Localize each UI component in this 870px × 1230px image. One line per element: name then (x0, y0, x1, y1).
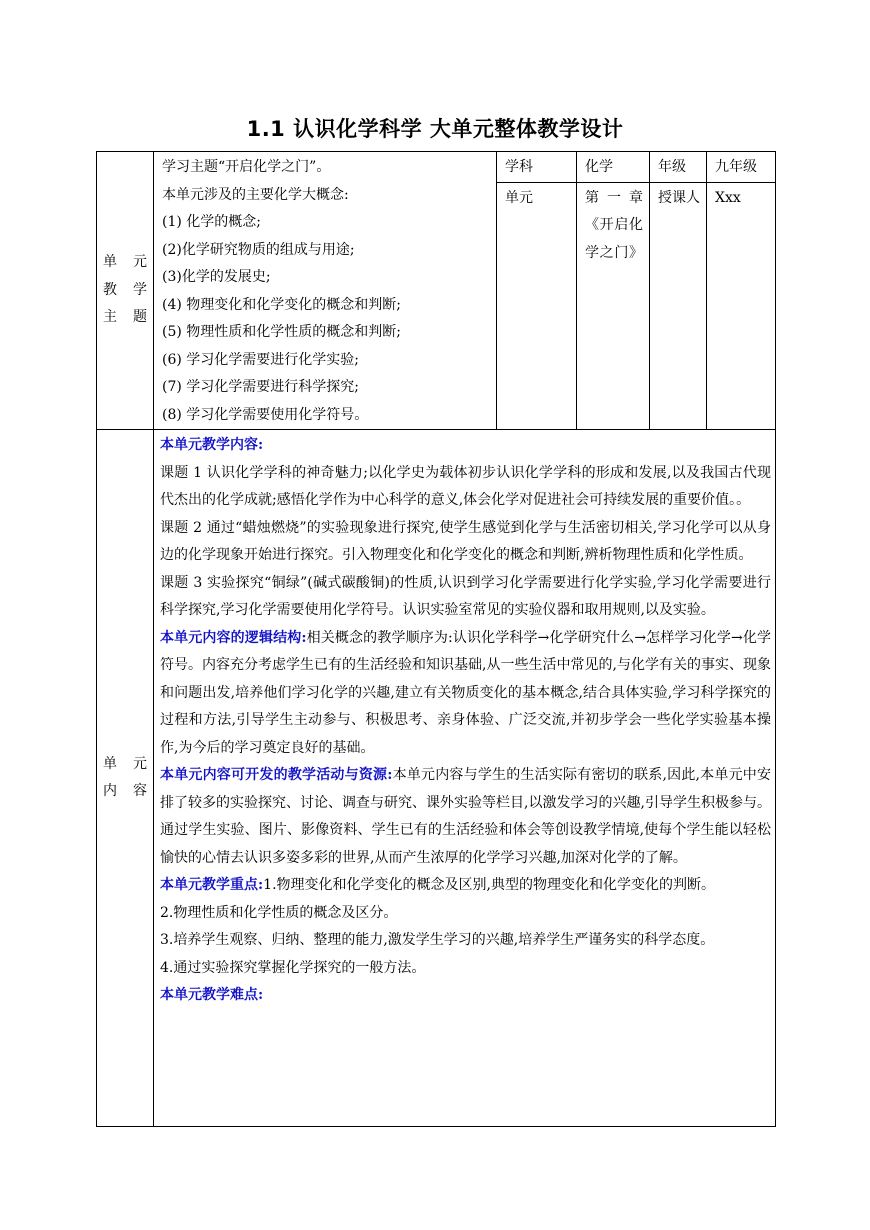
activity-text: 本单元内容与学生的生活实际有密切的联系,因此,本单元中安排了较多的实验探究、讨论、调查与研究、课外实验等栏目,以激发学习的兴趣,引导学生积极参与。通过学生实验、图片、影像资料、学生已有的生活经验和体会等创设教学情境,使每个学生能以轻松愉快的心情去认识多姿多彩的世界,从而产生浓厚的化学学习兴趣,加深对化学的了解。 (160, 767, 771, 866)
theme-line: (2)化学研究物质的组成与用途; (162, 241, 355, 258)
lesson-3-text: 课题 3 实验探究“铜绿”(碱式碳酸铜)的性质,认识到学习化学需要进行化学实验,学习化学需要进行科学探究,学习化学需要使用化学符号。认识实验室常见的实验仪器和取用规则,以及实验。 (160, 574, 771, 618)
key-point-2: 2.物理性质和化学性质的概念及区分。 (160, 904, 398, 921)
teacher-value: Xxx (707, 182, 776, 429)
unit-content-label-text: 单元内容 (103, 755, 149, 799)
unit-theme-content (154, 152, 497, 430)
theme-line: (6) 学习化学需要进行化学实验; (162, 351, 359, 368)
key-point-1: 1.物理变化和化学变化的概念及区别,典型的物理变化和化学变化的判断。 (263, 877, 715, 893)
teacher-label-text: 授课人 (658, 189, 700, 206)
unit-label: 单元 (497, 182, 577, 429)
theme-line: (1) 化学的概念; (162, 214, 261, 230)
unit-value-text: 第一章《开启化学之门》 (585, 189, 643, 261)
unit-content-label (97, 430, 154, 1127)
document-title: 1.1 认识化学科学 大单元整体教学设计 (246, 117, 624, 141)
unit-value (577, 182, 650, 429)
heading-teaching-content: 本单元教学内容: (160, 437, 264, 453)
logic-text: 相关概念的教学顺序为:认识化学科学→化学研究什么→怎样学习化学→化学符号。内容充分考虑学生已有的生活经验和知识基础,从一些生活中常见的,与化学有关的事实、现象和问题出发,培养他们学习化学的兴趣,建立有关物质变化的基本概念,结合具体实验,学习科学探究的过程和方法,引导学生主动参与、积极思考、亲身体验、广泛交流,并初步学会一些化学实验基本操作,为今后的学习奠定良好的基础。 (160, 629, 771, 756)
grade-label: 年级 (650, 152, 707, 183)
heading-difficulties: 本单元教学难点: (160, 987, 264, 1003)
theme-line: (3)化学的发展史; (162, 269, 271, 285)
lesson-1-text: 课题 1 认识化学学科的神奇魅力;以化学史为载体初步认识化学学科的形成和发展,以及我国古代现代杰出的化学成就;感悟化学作为中心科学的意义,体会化学对促进社会可持续发展的重要价值。。 (160, 464, 771, 508)
grade-value: 九年级 (707, 152, 776, 183)
theme-line: 学习主题“开启化学之门”。 (162, 159, 331, 175)
theme-line: (7) 学习化学需要进行科学探究; (162, 379, 359, 395)
key-point-4: 4.通过实验探究掌握化学探究的一般方法。 (160, 959, 426, 976)
heading-key-points: 本单元教学重点: (160, 877, 264, 893)
unit-theme-label (97, 152, 154, 430)
teacher-label (650, 182, 707, 429)
theme-line: (4) 物理变化和化学变化的概念和判断; (162, 296, 401, 313)
unit-content (154, 430, 776, 1127)
theme-line: 本单元涉及的主要化学大概念: (162, 186, 349, 203)
subject-value: 化学 (577, 152, 650, 183)
theme-line: (5) 物理性质和化学性质的概念和判断; (162, 324, 401, 340)
design-table (96, 151, 776, 1127)
lesson-2-text: 课题 2 通过“蜡烛燃烧”的实验现象进行探究,使学生感觉到化学与生活密切相关,学习化学可以从身边的化学现象开始进行探究。引入物理变化和化学变化的概念和判断,辨析物理性质和化学性质。 (160, 519, 771, 563)
subject-label: 学科 (497, 152, 577, 183)
theme-line: (8) 学习化学需要使用化学符号。 (162, 406, 369, 423)
heading-activities: 本单元内容可开发的教学活动与资源: (160, 767, 393, 783)
unit-theme-label-text: 单元教学主题 (103, 254, 149, 326)
key-point-3: 3.培养学生观察、归纳、整理的能力,激发学生学习的兴趣,培养学生严谨务实的科学态度。 (160, 932, 715, 948)
heading-logic-structure: 本单元内容的逻辑结构: (160, 629, 307, 646)
